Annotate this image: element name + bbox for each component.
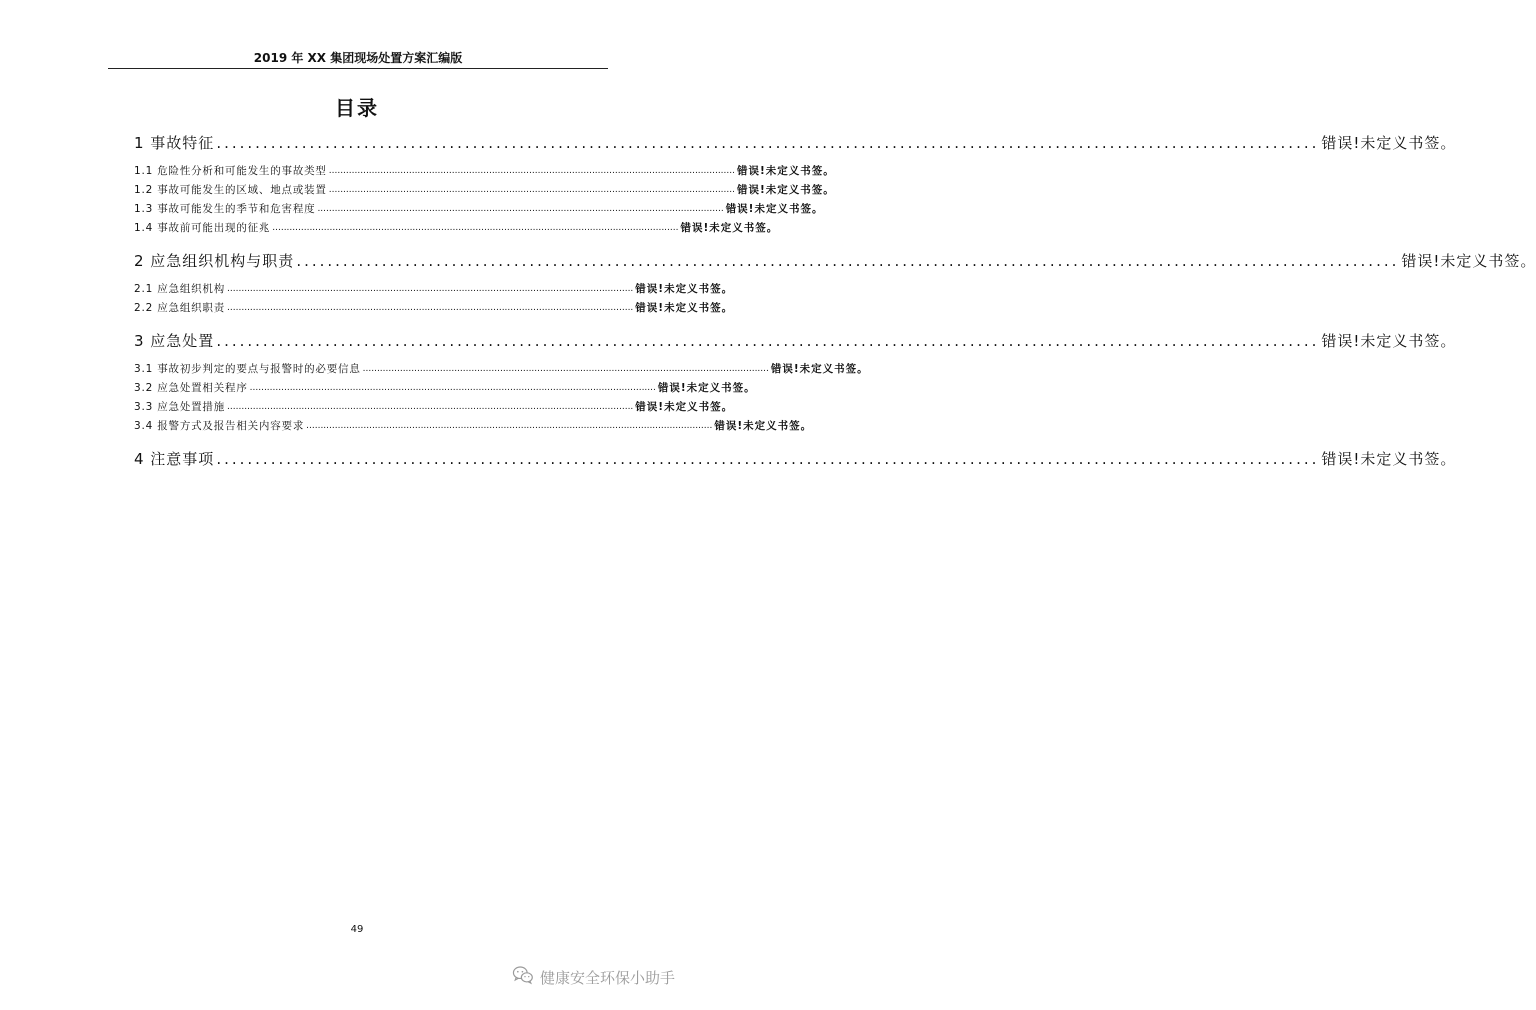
toc-entry-page: 错误!未定义书签。 [737,184,835,196]
toc-leader-dots: .............................................................................................................................................. [328,166,735,176]
toc-entry-label: 2.1 应急组织机构 [134,283,226,295]
toc-entry-4[interactable] [134,444,1457,474]
toc-entry-page: 错误!未定义书签。 [657,382,756,394]
toc-leader-dots: .............................................................................................................................................. [249,383,656,393]
toc-leader-dots: .............................................................................................................................................. [306,421,713,431]
toc-entry-page: 错误!未定义书签。 [680,222,779,234]
toc-entry-label: 2.2 应急组织职责 [134,302,226,314]
toc-entry-1-3[interactable] [134,200,824,219]
toc-leader-dots: .............................................................................................................................................. [216,134,1320,152]
toc-entry-label: 4 注意事项 [134,450,215,468]
toc-entry-2-2[interactable] [134,299,734,318]
toc-leader-dots: .............................................................................................................................................. [272,223,679,233]
toc-entry-page: 错误!未定义书签。 [714,420,813,432]
toc-entry-page: 错误!未定义书签。 [770,363,869,375]
toc-entry-page: 错误!未定义书签。 [1321,450,1457,468]
watermark [512,964,675,990]
toc-entry-label: 3.1 事故初步判定的要点与报警时的必要信息 [134,363,361,375]
toc-entry-3-3[interactable] [134,398,734,417]
toc-entry-page: 错误!未定义书签。 [1401,252,1536,270]
toc-entry-1-2[interactable] [134,181,835,200]
toc-entry-label: 3 应急处置 [134,332,215,350]
toc-entry-label: 1.3 事故可能发生的季节和危害程度 [134,203,316,215]
toc-entry-3-4[interactable] [134,417,813,436]
toc-leader-dots: .............................................................................................................................................. [227,303,634,313]
page-header [108,50,608,69]
toc-entry-label: 1.4 事故前可能出现的征兆 [134,222,271,234]
toc-entry-label: 1.2 事故可能发生的区域、地点或装置 [134,184,327,196]
toc-entry-3[interactable] [134,326,1457,356]
toc-entry-page: 错误!未定义书签。 [725,203,824,215]
toc-leader-dots: .............................................................................................................................................. [216,332,1320,350]
table-of-contents [134,128,1536,474]
toc-entry-page: 错误!未定义书签。 [635,302,734,314]
toc-entry-2[interactable] [134,246,1536,276]
toc-entry-1[interactable] [134,128,1457,158]
toc-entry-page: 错误!未定义书签。 [737,165,835,177]
toc-entry-label: 3.2 应急处置相关程序 [134,382,248,394]
toc-entry-label: 3.3 应急处置措施 [134,401,226,413]
toc-entry-1-4[interactable] [134,219,779,238]
toc-entry-page: 错误!未定义书签。 [635,283,734,295]
toc-leader-dots: .............................................................................................................................................. [296,252,1400,270]
toc-entry-3-1[interactable] [134,360,869,379]
toc-entry-2-1[interactable] [134,280,734,299]
toc-leader-dots: .............................................................................................................................................. [227,284,634,294]
toc-title: 目录 [335,96,379,120]
toc-leader-dots: .............................................................................................................................................. [328,185,735,195]
toc-entry-1-1[interactable] [134,162,835,181]
toc-leader-dots: .............................................................................................................................................. [227,402,634,412]
toc-entry-label: 2 应急组织机构与职责 [134,252,295,270]
toc-entry-label: 1.1 危险性分析和可能发生的事故类型 [134,165,327,177]
toc-entry-page: 错误!未定义书签。 [1321,332,1457,350]
toc-leader-dots: .............................................................................................................................................. [216,450,1320,468]
watermark-text: 健康安全环保小助手 [540,968,676,987]
toc-entry-page: 错误!未定义书签。 [635,401,734,413]
toc-entry-label: 3.4 报警方式及报告相关内容要求 [134,420,305,432]
wechat-icon [512,965,534,989]
toc-leader-dots: .............................................................................................................................................. [362,364,769,374]
page-number: 49 [350,924,364,935]
toc-entry-label: 1 事故特征 [134,134,215,152]
toc-leader-dots: .............................................................................................................................................. [317,204,724,214]
header-title: 2019 年 XX 集团现场处置方案汇编版 [253,51,463,65]
toc-entry-page: 错误!未定义书签。 [1321,134,1457,152]
toc-entry-3-2[interactable] [134,379,756,398]
